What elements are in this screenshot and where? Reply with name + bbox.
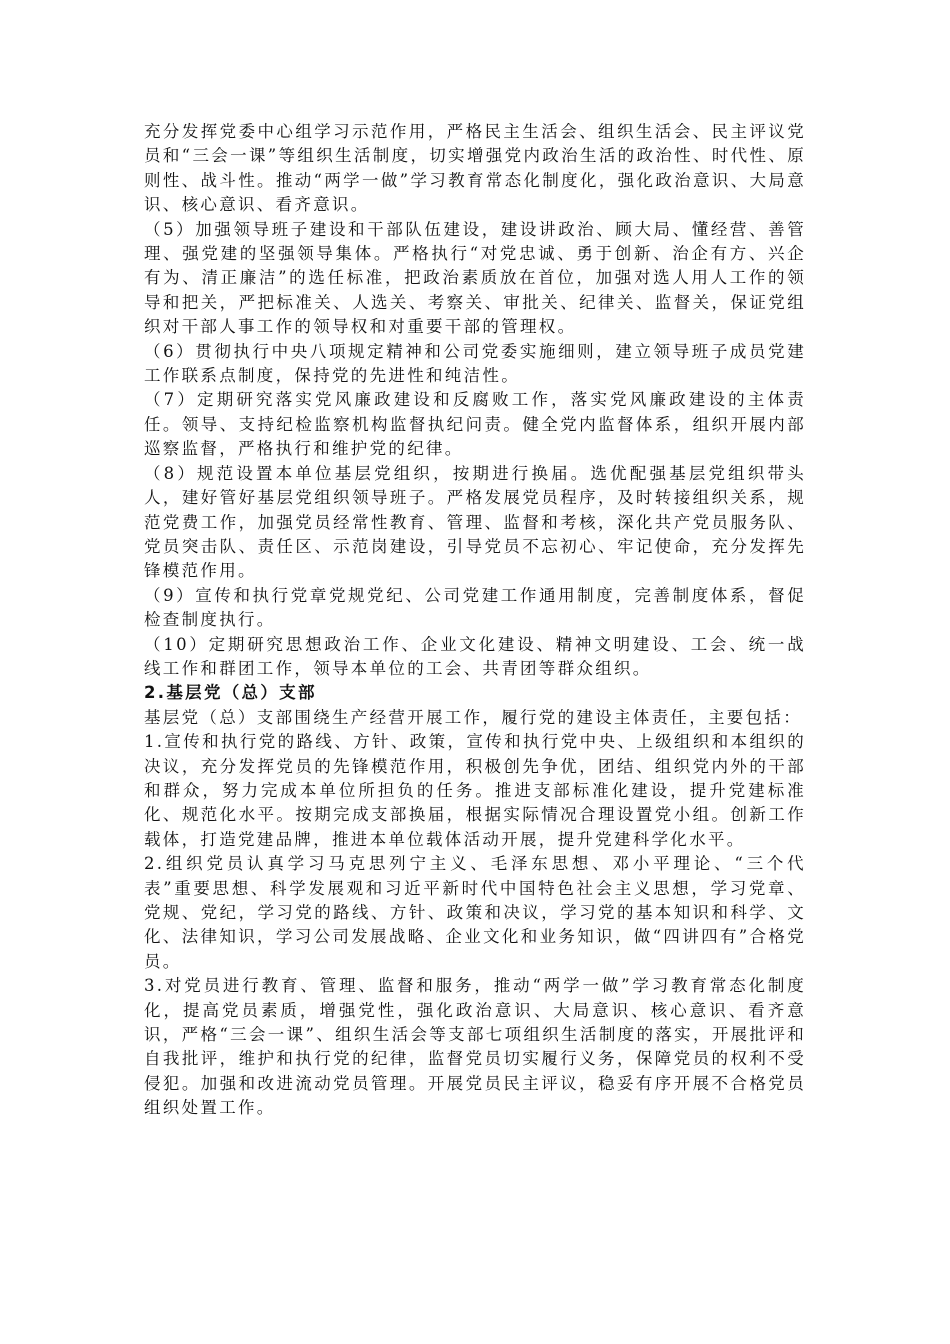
document-page xyxy=(144,120,806,1121)
section-heading: 2.基层党（总）支部 xyxy=(144,683,317,703)
paragraph-branch-3: 3.对党员进行教育、管理、监督和服务，推动“两学一做”学习教育常态化制度化，提高党员素质，增强党性，强化政治意识、大局意识、核心意识、看齐意识，严格“三会一课”、组织生活会等支部七项组织生活制度的落实，开展批评和自我批评，维护和执行党的纪律，监督党员切实履行义务，保障党员的权利不受侵犯。加强和改进流动党员管理。开展党员民主评议，稳妥有序开展不合格党员组织处置工作。 xyxy=(144,976,806,1118)
paragraph-item-6: （6）贯彻执行中央八项规定精神和公司党委实施细则，建立领导班子成员党建工作联系点制度，保持党的先进性和纯洁性。 xyxy=(144,341,806,386)
paragraph-intro: 充分发挥党委中心组学习示范作用，严格民主生活会、组织生活会、民主评议党员和“三会一课”等组织生活制度，切实增强党内政治生活的政治性、时代性、原则性、战斗性。推动“两学一做”学习教育常态化制度化，强化政治意识、大局意识、核心意识、看齐意识。 xyxy=(144,122,806,215)
paragraph-branch-intro: 基层党（总）支部围绕生产经营开展工作，履行党的建设主体责任，主要包括： xyxy=(144,707,802,727)
paragraph-branch-2: 2.组织党员认真学习马克思列宁主义、毛泽东思想、邓小平理论、“三个代表”重要思想、科学发展观和习近平新时代中国特色社会主义思想，学习党章、党规、党纪，学习党的路线、方针、政策和决议，学习党的基本知识和科学、文化、法律知识，学习公司发展战略、企业文化和业务知识，做“四讲四有”合格党员。 xyxy=(144,854,806,971)
paragraph-item-9: （9）宣传和执行党章党规党纪、公司党建工作通用制度，完善制度体系，督促检查制度执行。 xyxy=(144,585,806,630)
paragraph-item-5: （5）加强领导班子建设和干部队伍建设，建设讲政治、顾大局、懂经营、善管理、强党建的坚强领导集体。严格执行“对党忠诚、勇于创新、治企有方、兴企有为、清正廉洁”的选任标准，把政治素质放在首位，加强对选人用人工作的领导和把关，严把标准关、人选关、考察关、审批关、纪律关、监督关，保证党组织对干部人事工作的领导权和对重要干部的管理权。 xyxy=(144,219,806,337)
paragraph-item-10: （10）定期研究思想政治工作、企业文化建设、精神文明建设、工会、统一战线工作和群团工作，领导本单位的工会、共青团等群众组织。 xyxy=(144,634,806,678)
paragraph-branch-1: 1.宣传和执行党的路线、方针、政策，宣传和执行党中央、上级组织和本组织的决议，充分发挥党员的先锋模范作用，积极创先争优，团结、组织党内外的干部和群众，努力完成本单位所担负的任务。推进支部标准化建设，提升党建标准化、规范化水平。按期完成支部换届，根据实际情况合理设置党小组。创新工作载体，打造党建品牌，推进本单位载体活动开展，提升党建科学化水平。 xyxy=(144,732,806,849)
paragraph-item-8: （8）规范设置本单位基层党组织，按期进行换届。选优配强基层党组织带头人，建好管好基层党组织领导班子。严格发展党员程序，及时转接组织关系，规范党费工作，加强党员经常性教育、管理、监督和考核，深化共产党员服务队、党员突击队、责任区、示范岗建设，引导党员不忘初心、牢记使命，充分发挥先锋模范作用。 xyxy=(144,463,806,581)
paragraph-item-7: （7）定期研究落实党风廉政建设和反腐败工作，落实党风廉政建设的主体责任。领导、支持纪检监察机构监督执纪问责。健全党内监督体系，组织开展内部巡察监督，严格执行和维护党的纪律。 xyxy=(144,390,806,459)
